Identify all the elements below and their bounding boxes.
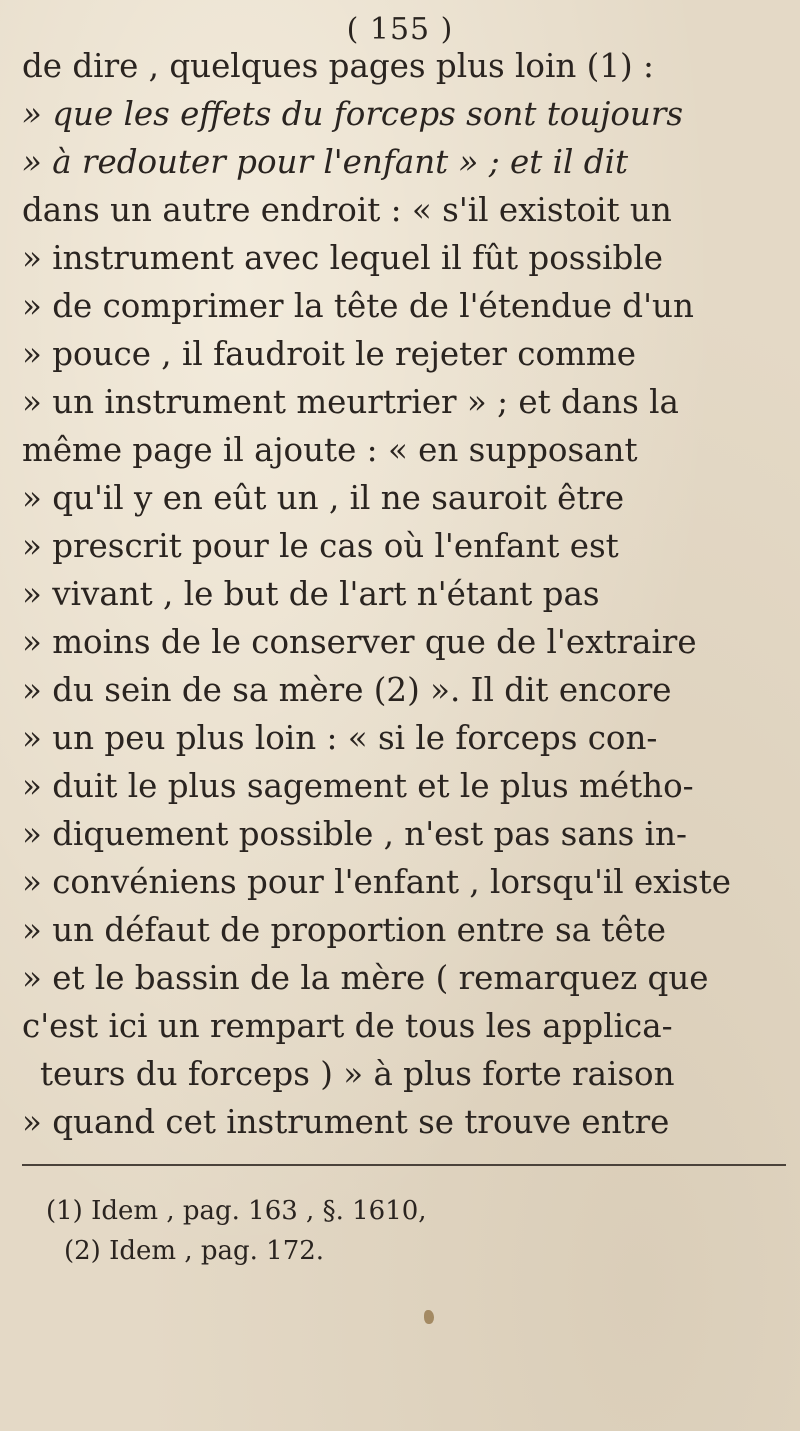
text-line: dans un autre endroit : « s'il existoit un (22, 191, 672, 229)
text-line: teurs du forceps ) » à plus forte raison (40, 1055, 675, 1093)
footnote-2: (2) Idem , pag. 172. (64, 1236, 325, 1266)
text-line: » que les effets du forceps sont toujours (22, 95, 684, 133)
text-line: de dire , quelques pages plus loin (1) : (22, 47, 654, 85)
text-line: même page il ajoute : « en supposant (22, 431, 638, 469)
paper-stain (424, 1310, 434, 1324)
text-line: » qu'il y en eût un , il ne sauroit être (22, 479, 625, 517)
text-line: » du sein de sa mère (2) ». Il dit encore (22, 671, 672, 709)
text-line: » de comprimer la tête de l'étendue d'un (22, 287, 694, 325)
text-line: » et le bassin de la mère ( remarquez que (22, 959, 709, 997)
text-line: » un instrument meurtrier » ; et dans la (22, 383, 679, 421)
text-line: » diquement possible , n'est pas sans in- (22, 815, 687, 853)
text-line: » instrument avec lequel il fût possible (22, 239, 663, 277)
text-line: » un peu plus loin : « si le forceps con- (22, 719, 658, 757)
text-line: » moins de le conserver que de l'extraire (22, 623, 697, 661)
text-line: » vivant , le but de l'art n'étant pas (22, 575, 600, 613)
page-number: ( 155 ) (346, 12, 454, 47)
text-line: » prescrit pour le cas où l'enfant est (22, 527, 619, 565)
text-line: » à redouter pour l'enfant » ; et il dit (22, 143, 629, 181)
text-line: » quand cet instrument se trouve entre (22, 1103, 670, 1141)
text-line: » duit le plus sagement et le plus métho- (22, 767, 694, 805)
text-line: » pouce , il faudroit le rejeter comme (22, 335, 636, 373)
text-line: c'est ici un rempart de tous les applica- (22, 1007, 673, 1045)
footnote-1: (1) Idem , pag. 163 , §. 1610, (46, 1196, 427, 1226)
text-line: » un défaut de proportion entre sa tête (22, 911, 666, 949)
text-line: » convéniens pour l'enfant , lorsqu'il existe (22, 863, 731, 901)
footnote-divider (22, 1164, 786, 1166)
